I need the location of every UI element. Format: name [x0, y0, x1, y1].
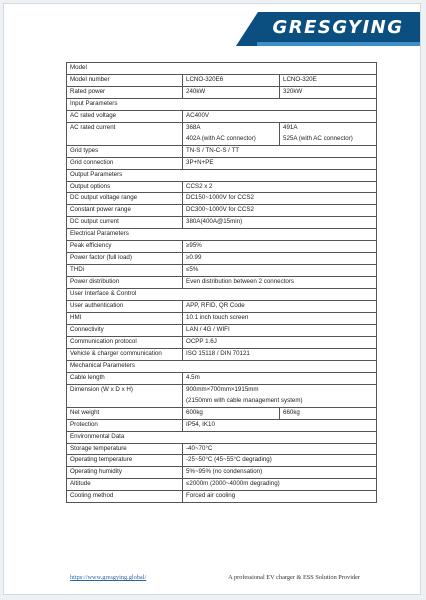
spec-table	[66, 62, 377, 503]
table-row	[67, 419, 377, 431]
spec-label: Rated power	[67, 86, 183, 98]
spec-label: Cooling method	[67, 491, 183, 503]
spec-value: 600kg	[183, 407, 280, 419]
spec-label: Operating humidity	[67, 467, 183, 479]
spec-value: LCNO-320E6	[183, 74, 280, 86]
table-row	[67, 336, 377, 348]
spec-value: DC150~1000V for CCS2	[183, 193, 377, 205]
brand-logo: GRESGYING	[272, 17, 404, 38]
section-header: Electrical Parameters	[67, 229, 377, 241]
table-row	[67, 289, 377, 301]
spec-value: 491A	[280, 122, 377, 133]
spec-label: HMI	[67, 313, 183, 325]
spec-label: Peak efficiency	[67, 241, 183, 253]
spec-value: -25~50°C (45~55°C degrading)	[183, 455, 377, 467]
spec-label: Cable length	[67, 372, 183, 384]
spec-value: Forced air cooling	[183, 491, 377, 503]
spec-value: LCNO-320E	[280, 74, 377, 86]
spec-value: ≤5%	[183, 265, 377, 277]
table-row	[67, 217, 377, 229]
spec-value: 525A (with AC connector)	[280, 134, 377, 145]
table-row	[67, 253, 377, 265]
spec-label: DC output voltage range	[67, 193, 183, 205]
spec-label: THDi	[67, 265, 183, 277]
spec-value: Even distribution between 2 connectors	[183, 277, 377, 289]
section-header: User Interface & Control	[67, 289, 377, 301]
spec-value: 5%~95% (no condensation)	[183, 467, 377, 479]
spec-value: 240kW	[183, 86, 280, 98]
header-accent-stripe	[257, 42, 421, 46]
spec-label: Grid connection	[67, 157, 183, 169]
table-row	[67, 86, 377, 98]
table-row	[67, 277, 377, 289]
spec-value: TN-S / TN-C-S / TT	[183, 145, 377, 157]
spec-value: APP, RFID, QR Code	[183, 301, 377, 313]
table-row	[67, 431, 377, 443]
spec-label: AC rated current	[67, 122, 183, 145]
table-row	[67, 74, 377, 86]
table-row	[67, 313, 377, 325]
spec-label: Constant power range	[67, 205, 183, 217]
section-header: Environmental Data	[67, 431, 377, 443]
table-row	[67, 265, 377, 277]
spec-label: Power factor (full load)	[67, 253, 183, 265]
table-row	[67, 229, 377, 241]
spec-value: ≥95%	[183, 241, 377, 253]
table-row	[67, 205, 377, 217]
spec-value: 4.5m	[183, 372, 377, 384]
table-row	[67, 169, 377, 181]
table-row	[67, 348, 377, 360]
spec-value: LAN / 4G / WIFI	[183, 324, 377, 336]
website-link[interactable]: https://www.gresgying.global/	[70, 574, 147, 581]
table-row	[67, 467, 377, 479]
spec-value: ≤2000m (2000~4000m degrading)	[183, 479, 377, 491]
table-row	[67, 181, 377, 193]
table-row	[67, 301, 377, 313]
datasheet-page	[3, 3, 421, 595]
spec-value-highlighted: 380A(400A@15min)	[183, 217, 377, 229]
spec-value: (2150mm with cable management system)	[183, 396, 377, 407]
spec-label: Communication protocol	[67, 336, 183, 348]
table-row	[67, 443, 377, 455]
table-row	[67, 193, 377, 205]
spec-label: Vehicle & charger communication	[67, 348, 183, 360]
spec-value: ISO 15118 / DIN 70121	[183, 348, 377, 360]
spec-value: AC400V	[183, 110, 377, 122]
spec-label: Output options	[67, 181, 183, 193]
table-row	[67, 324, 377, 336]
spec-value: ≥0.99	[183, 253, 377, 265]
spec-label: Storage temperature	[67, 443, 183, 455]
table-row	[67, 157, 377, 169]
spec-label: Operating temperature	[67, 455, 183, 467]
spec-value: OCPP 1.6J	[183, 336, 377, 348]
table-row	[67, 360, 377, 372]
table-row	[67, 407, 377, 419]
spec-value: 368A	[183, 122, 280, 133]
footer-tagline: A professional EV charger & ESS Solution Provider	[228, 574, 360, 581]
table-row	[67, 384, 377, 395]
table-row	[67, 455, 377, 467]
table-row	[67, 479, 377, 491]
table-row	[67, 145, 377, 157]
section-header: Input Parameters	[67, 98, 377, 110]
spec-label: Grid types	[67, 145, 183, 157]
spec-value: CCS2 x 2	[183, 181, 377, 193]
table-row	[67, 122, 377, 133]
spec-value: DC300~1000V for CCS2	[183, 205, 377, 217]
spec-value: IP54, IK10	[183, 419, 377, 431]
spec-label: AC rated voltage	[67, 110, 183, 122]
spec-label: Dimension (W x D x H)	[67, 384, 183, 407]
table-row	[67, 63, 377, 75]
section-header: Model	[67, 63, 377, 75]
spec-value: 402A (with AC connector)	[183, 134, 280, 145]
spec-label: Altitude	[67, 479, 183, 491]
table-row	[67, 98, 377, 110]
spec-value: 3P+N+PE	[183, 157, 377, 169]
spec-value: 320kW	[280, 86, 377, 98]
spec-value: 10.1 inch touch screen	[183, 313, 377, 325]
spec-value: 900mm×700mm×1915mm	[183, 384, 377, 395]
spec-label: Model number	[67, 74, 183, 86]
table-row	[67, 241, 377, 253]
table-row	[67, 110, 377, 122]
table-row	[67, 491, 377, 503]
section-header: Output Parameters	[67, 169, 377, 181]
table-row	[67, 372, 377, 384]
spec-label: Connectivity	[67, 324, 183, 336]
section-header: Mechanical Parameters	[67, 360, 377, 372]
spec-label: User authentication	[67, 301, 183, 313]
spec-label: Power distribution	[67, 277, 183, 289]
spec-label: Net weight	[67, 407, 183, 419]
spec-value: -40~70°C	[183, 443, 377, 455]
spec-label: Protection	[67, 419, 183, 431]
spec-value: 660kg	[280, 407, 377, 419]
spec-label: DC output current	[67, 217, 183, 229]
